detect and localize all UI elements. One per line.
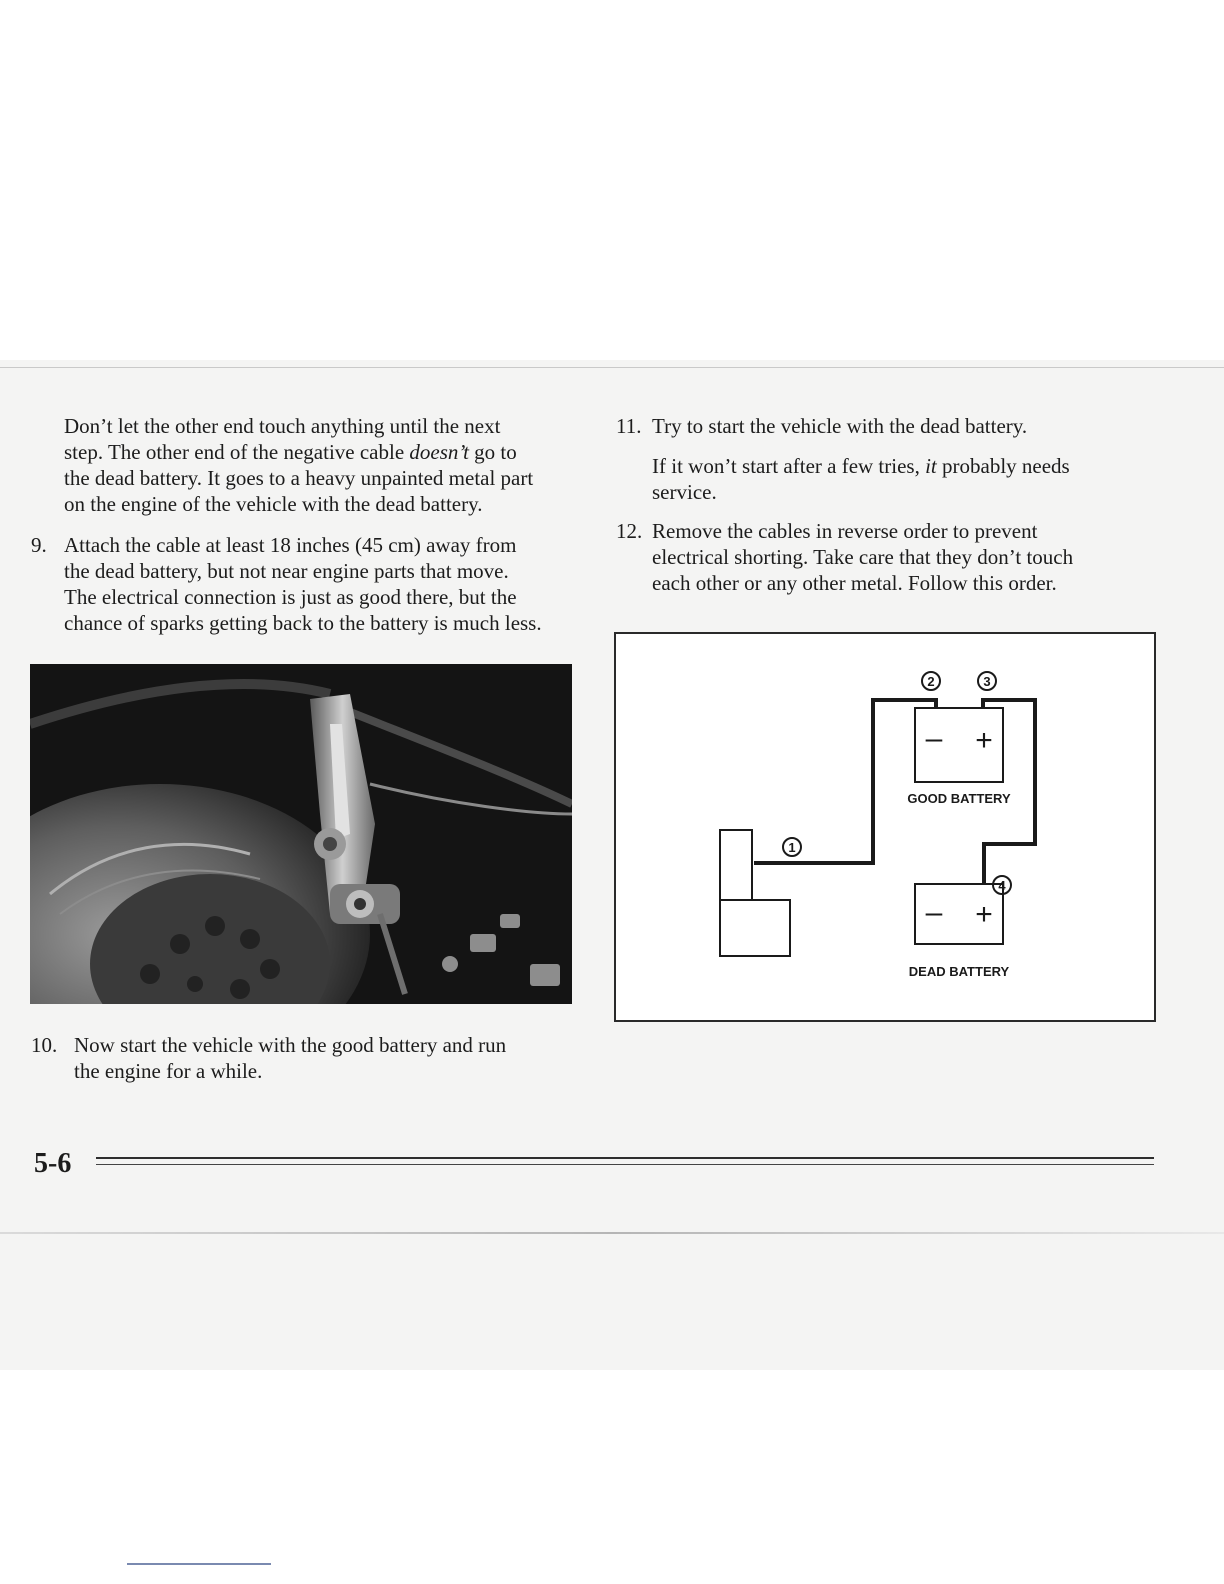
step-10-line: the engine for a while. (74, 1059, 263, 1083)
intro-line: on the engine of the vehicle with the dead battery. (64, 492, 483, 516)
step-11-followup (652, 453, 1162, 505)
marker-2-label: 2 (927, 674, 935, 689)
engine-block (720, 900, 790, 956)
good-battery-label: GOOD BATTERY (907, 791, 1011, 806)
step-11-followup-line: service. (652, 480, 717, 504)
step-9-line: the dead battery, but not near engine parts that move. (64, 559, 509, 583)
step-10-line: Now start the vehicle with the good battery and run (74, 1033, 507, 1057)
marker-4-label: 4 (998, 878, 1006, 893)
good-battery-minus: – (925, 722, 943, 755)
dead-battery-minus: – (925, 896, 943, 929)
margin-mark (127, 1563, 271, 1565)
intro-line: Don’t let the other end touch anything until the next (64, 414, 501, 438)
marker-3-label: 3 (983, 674, 991, 689)
footer-rule-thin (96, 1164, 1154, 1165)
scan-bottom-edge (0, 1232, 1224, 1234)
intro-line: step. The other end of the negative cable doesn’t go to (64, 440, 517, 464)
step-9-number: 9. (31, 533, 47, 557)
engine-ground-photo (30, 664, 572, 1004)
page-number: 5-6 (34, 1148, 72, 1179)
step-11-text: Try to start the vehicle with the dead battery. (652, 414, 1028, 438)
intro-line: the dead battery. It goes to a heavy unpainted metal part (64, 466, 534, 490)
engine-ground (720, 830, 752, 900)
intro-paragraph (64, 413, 574, 517)
negative-cable (754, 700, 936, 863)
step-12-text (652, 518, 1162, 596)
step-9-line: The electrical connection is just as good there, but the (64, 585, 517, 609)
step-12-line: electrical shorting. Take care that they don’t touch (652, 545, 1074, 569)
footer-rule (96, 1157, 1154, 1159)
scan-top-edge (0, 367, 1224, 368)
step-9-line: chance of sparks getting back to the battery is much less. (64, 611, 542, 635)
step-12-number: 12. (616, 519, 643, 543)
marker-1-label: 1 (788, 840, 796, 855)
step-11-number: 11. (616, 414, 642, 438)
dead-battery-plus: + (975, 898, 993, 931)
step-11-followup-line: If it won’t start after a few tries, it probably needs (652, 454, 1070, 478)
step-12-line: Remove the cables in reverse order to prevent (652, 519, 1038, 543)
step-12-line: each other or any other metal. Follow this order. (652, 571, 1057, 595)
dead-battery-label: DEAD BATTERY (908, 964, 1010, 979)
good-battery-plus: + (975, 724, 993, 757)
step-10-number: 10. (31, 1033, 58, 1057)
step-9-line: Attach the cable at least 18 inches (45 cm) away from (64, 533, 517, 557)
cable-removal-diagram (614, 632, 1156, 1022)
step-10-text (74, 1032, 574, 1084)
step-9-text (64, 532, 574, 636)
